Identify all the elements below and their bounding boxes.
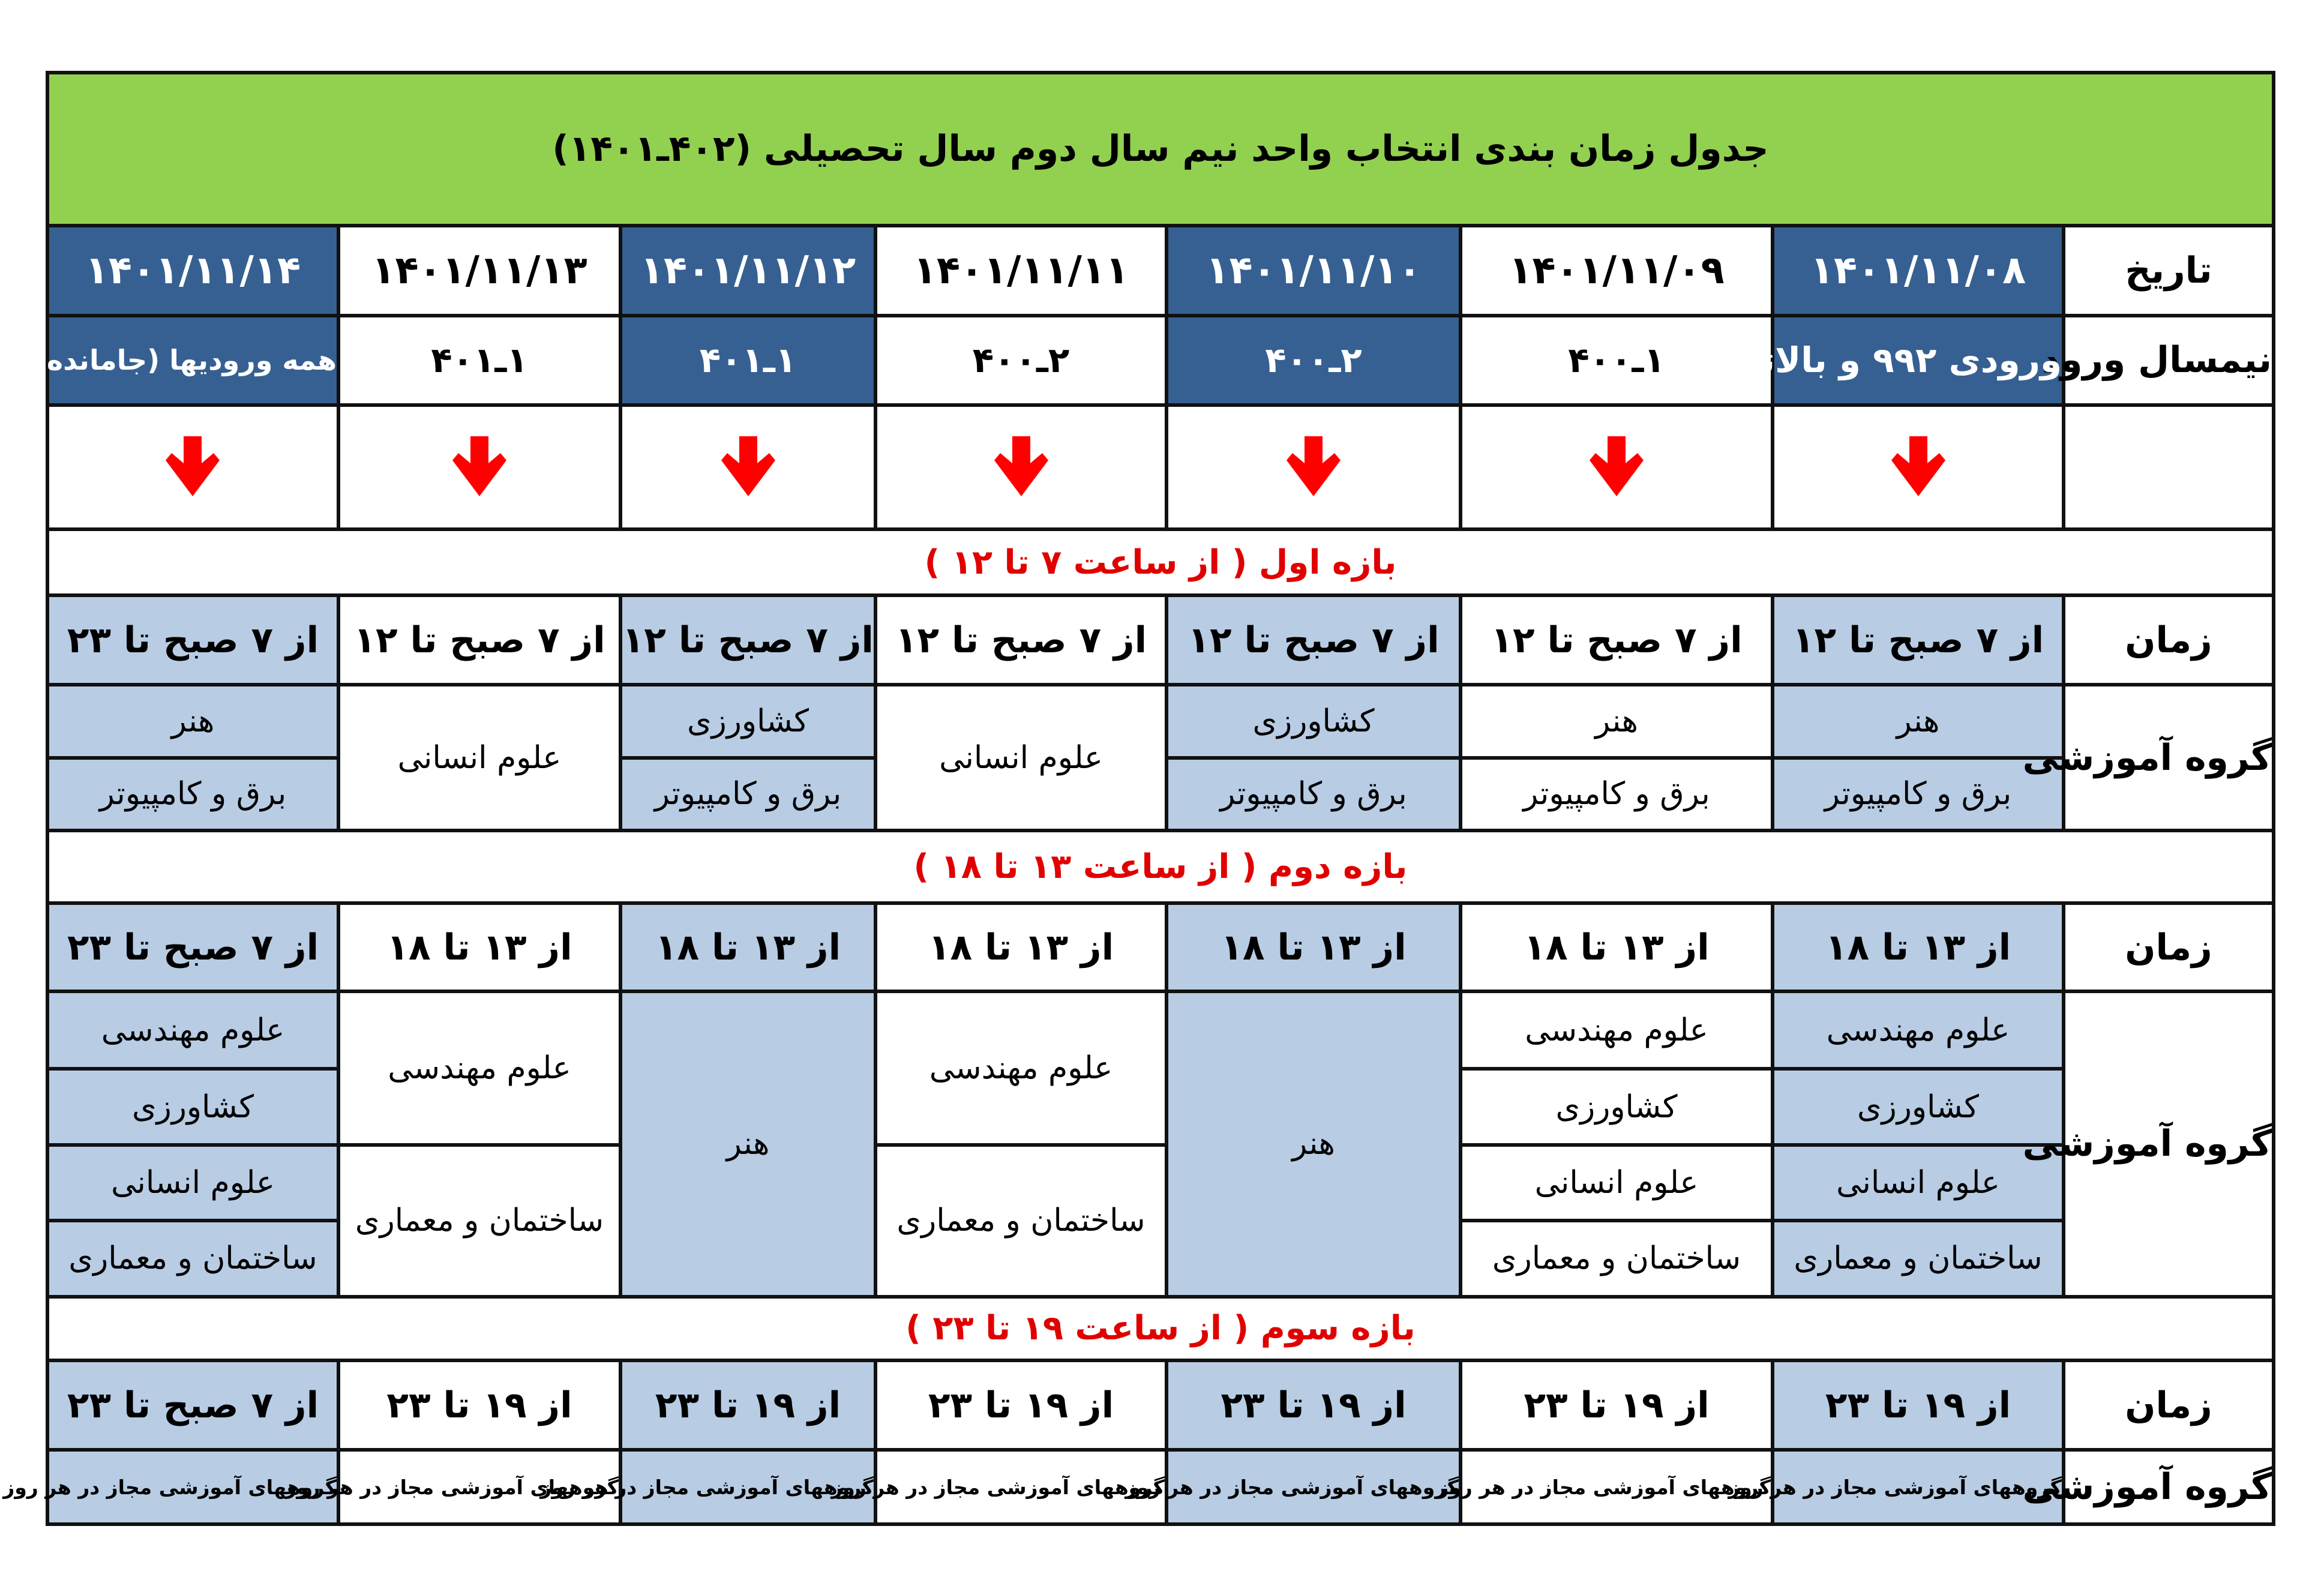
group-cell: علوم انسانی xyxy=(1461,1145,1773,1221)
group-cell: گروههای آموزشی مجاز در هر روز xyxy=(875,1450,1167,1524)
red-down-arrow-icon xyxy=(721,436,775,496)
time-cell: از ۷ صبح تا ۱۲ xyxy=(875,595,1167,685)
semester-cell: ۱ـ۴۰۰ xyxy=(1461,316,1773,406)
red-down-arrow-icon xyxy=(1590,436,1644,496)
group-cell: هنر xyxy=(1773,685,2064,757)
group-cell: ساختمان و معماری xyxy=(1461,1221,1773,1296)
group-cell: کشاورزی xyxy=(47,1069,338,1144)
row-label-group: گروه آموزشی xyxy=(2064,685,2274,831)
period-3-title: بازه سوم ( از ساعت ۱۹ تا ۲۳ ) xyxy=(47,1297,2274,1360)
time-cell: از ۱۳ تا ۱۸ xyxy=(1461,903,1773,991)
time-cell: از ۱۳ تا ۱۸ xyxy=(1167,903,1461,991)
time-cell: از ۱۳ تا ۱۸ xyxy=(620,903,875,991)
group-cell: علوم انسانی xyxy=(47,1145,338,1221)
group-cell: هنر xyxy=(620,991,875,1297)
row-label-group: گروه آموزشی xyxy=(2064,1450,2274,1524)
arrow-cell xyxy=(875,405,1167,529)
semester-cell: ۱ـ۴۰۱ xyxy=(338,316,620,406)
group-cell: هنر xyxy=(47,685,338,757)
group-cell: علوم مهندسی xyxy=(47,991,338,1069)
time-cell: از ۷ صبح تا ۱۲ xyxy=(1773,595,2064,685)
group-cell: علوم مهندسی xyxy=(338,991,620,1145)
date-cell: ۱۴۰۱/۱۱/۰۹ xyxy=(1461,226,1773,316)
group-cell: برق و کامپیوتر xyxy=(47,758,338,831)
group-cell: گروههای آموزشی مجاز در هر روز xyxy=(1773,1450,2064,1524)
date-cell: ۱۴۰۱/۱۱/۱۴ xyxy=(47,226,338,316)
red-down-arrow-icon xyxy=(1891,436,1945,496)
semester-cell: ۲ـ۴۰۰ xyxy=(875,316,1167,406)
row-label-time: زمان xyxy=(2064,1360,2274,1450)
time-cell: از ۷ صبح تا ۱۲ xyxy=(338,595,620,685)
time-cell: از ۷ صبح تا ۲۳ xyxy=(47,595,338,685)
group-cell: کشاورزی xyxy=(620,685,875,757)
group-cell: گروههای آموزشی مجاز در هر روز xyxy=(620,1450,875,1524)
group-cell: علوم انسانی xyxy=(1773,1145,2064,1221)
group-cell: هنر xyxy=(1461,685,1773,757)
group-cell: کشاورزی xyxy=(1461,1069,1773,1144)
period-1-title: بازه اول ( از ساعت ۷ تا ۱۲ ) xyxy=(47,529,2274,595)
semester-cell: همه ورودیها (جامانده) xyxy=(47,316,338,406)
time-cell: از ۷ صبح تا ۱۲ xyxy=(1461,595,1773,685)
time-cell: از ۱۳ تا ۱۸ xyxy=(875,903,1167,991)
row-label-date: تاریخ xyxy=(2064,226,2274,316)
row-label-group: گروه آموزشی xyxy=(2064,991,2274,1297)
group-cell: گروههای آموزشی مجاز در هر روز xyxy=(338,1450,620,1524)
group-cell: علوم انسانی xyxy=(338,685,620,831)
group-cell: علوم مهندسی xyxy=(1461,991,1773,1069)
group-cell: کشاورزی xyxy=(1773,1069,2064,1144)
semester-cell: ورودی ۹۹۲ و بالاتر xyxy=(1773,316,2064,406)
group-cell: ساختمان و معماری xyxy=(875,1145,1167,1297)
time-cell: از ۱۳ تا ۱۸ xyxy=(1773,903,2064,991)
group-cell: برق و کامپیوتر xyxy=(1461,758,1773,831)
time-cell: از ۱۹ تا ۲۳ xyxy=(1773,1360,2064,1450)
group-cell: برق و کامپیوتر xyxy=(620,758,875,831)
group-cell: هنر xyxy=(1167,991,1461,1297)
date-cell: ۱۴۰۱/۱۱/۱۲ xyxy=(620,226,875,316)
group-cell: ساختمان و معماری xyxy=(1773,1221,2064,1296)
arrow-cell xyxy=(1461,405,1773,529)
arrow-cell xyxy=(338,405,620,529)
red-down-arrow-icon xyxy=(166,436,220,496)
group-cell: ساختمان و معماری xyxy=(47,1221,338,1296)
group-cell: برق و کامپیوتر xyxy=(1773,758,2064,831)
group-cell: گروههای آموزشی مجاز در هر روز xyxy=(47,1450,338,1524)
time-cell: از ۱۹ تا ۲۳ xyxy=(620,1360,875,1450)
arrow-cell xyxy=(620,405,875,529)
row-label-time: زمان xyxy=(2064,595,2274,685)
semester-cell: ۲ـ۴۰۰ xyxy=(1167,316,1461,406)
date-cell: ۱۴۰۱/۱۱/۱۰ xyxy=(1167,226,1461,316)
date-cell: ۱۴۰۱/۱۱/۰۸ xyxy=(1773,226,2064,316)
group-cell: ساختمان و معماری xyxy=(338,1145,620,1297)
row-label-semester: نیمسال ورود xyxy=(2064,316,2274,406)
arrow-cell xyxy=(1773,405,2064,529)
schedule-table xyxy=(3,71,2275,1526)
time-cell: از ۷ صبح تا ۲۳ xyxy=(47,903,338,991)
arrow-cell xyxy=(47,405,338,529)
semester-cell: ۱ـ۴۰۱ xyxy=(620,316,875,406)
group-cell: گروههای آموزشی مجاز در هر روز xyxy=(1167,1450,1461,1524)
group-cell: علوم مهندسی xyxy=(875,991,1167,1145)
time-cell: از ۱۹ تا ۲۳ xyxy=(338,1360,620,1450)
row-label-time: زمان xyxy=(2064,903,2274,991)
time-cell: از ۷ صبح تا ۱۲ xyxy=(1167,595,1461,685)
group-cell: کشاورزی xyxy=(1167,685,1461,757)
date-cell: ۱۴۰۱/۱۱/۱۱ xyxy=(875,226,1167,316)
arrow-cell xyxy=(1167,405,1461,529)
time-cell: از ۱۳ تا ۱۸ xyxy=(338,903,620,991)
time-cell: از ۱۹ تا ۲۳ xyxy=(1461,1360,1773,1450)
schedule-sheet xyxy=(3,71,2275,1526)
group-cell: علوم انسانی xyxy=(875,685,1167,831)
group-cell: برق و کامپیوتر xyxy=(1167,758,1461,831)
date-cell: ۱۴۰۱/۱۱/۱۳ xyxy=(338,226,620,316)
time-cell: از ۱۹ تا ۲۳ xyxy=(875,1360,1167,1450)
red-down-arrow-icon xyxy=(994,436,1048,496)
group-cell: گروههای آموزشی مجاز در هر روز xyxy=(1461,1450,1773,1524)
time-cell: از ۱۹ تا ۲۳ xyxy=(1167,1360,1461,1450)
time-cell: از ۷ صبح تا ۲۳ xyxy=(47,1360,338,1450)
page-title: جدول زمان بندی انتخاب واحد نیم سال دوم سال تحصیلی (۴۰۲ـ۱۴۰۱) xyxy=(47,73,2274,226)
group-cell: علوم مهندسی xyxy=(1773,991,2064,1069)
period-2-title: بازه دوم ( از ساعت ۱۳ تا ۱۸ ) xyxy=(47,831,2274,903)
red-down-arrow-icon xyxy=(1287,436,1341,496)
red-down-arrow-icon xyxy=(452,436,506,496)
arrow-row-spacer xyxy=(2064,405,2274,529)
time-cell: از ۷ صبح تا ۱۲ xyxy=(620,595,875,685)
